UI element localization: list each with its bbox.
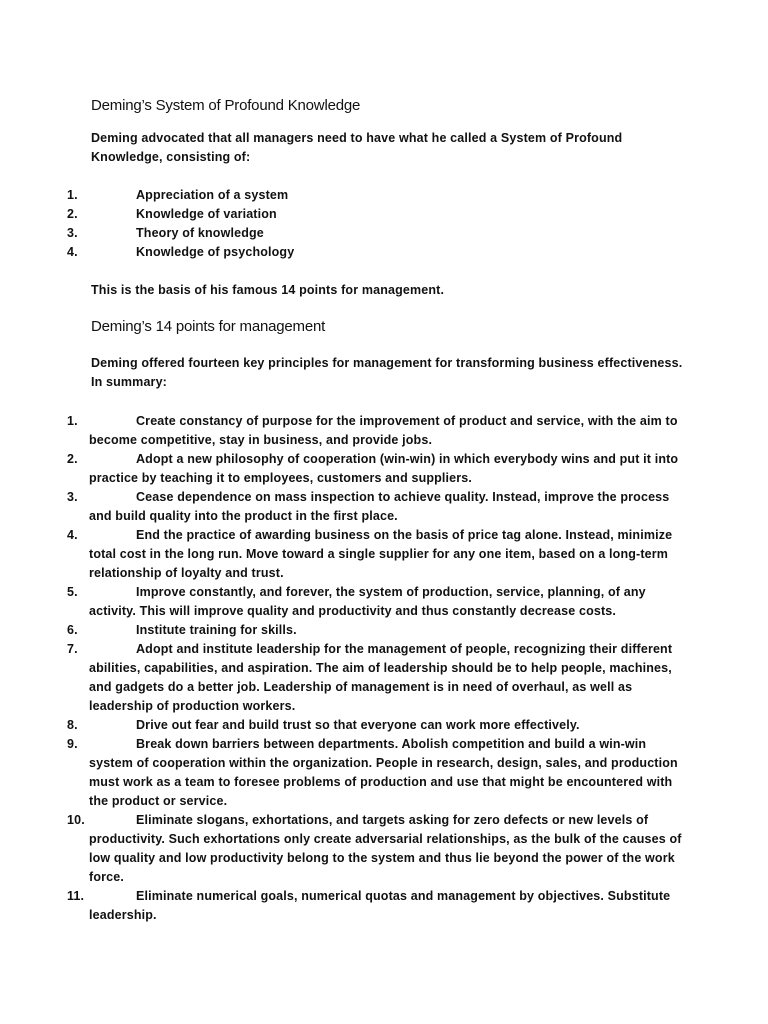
intro-paragraph-14-points: Deming offered fourteen key principles for management for transforming business effectiveness. In summary: [91, 356, 683, 389]
list-item [67, 488, 687, 526]
list-item-text: Drive out fear and build trust so that everyone can work more effectively. [136, 718, 580, 732]
list-item-number: 7. [67, 642, 78, 656]
section-heading-profound-knowledge: Deming’s System of Profound Knowledge [91, 97, 361, 114]
list-item-text: Adopt a new philosophy of cooperation (win-win) in which everybody wins and put it into practice by teaching it to employees, customers and suppliers. [89, 452, 679, 485]
list-item [67, 640, 687, 716]
list-item-text: Eliminate slogans, exhortations, and targets asking for zero defects or new levels of productivity. Such exhortations only create adversarial relationships, as the bulk of the causes of low quality and low productivity belong to the system and thus lie beyond the power of the work force. [89, 813, 682, 884]
list-item-number: 3. [67, 226, 78, 240]
list-item-text: Knowledge of variation [136, 207, 277, 221]
list-item-number: 4. [67, 245, 78, 259]
list-item-text: Cease dependence on mass inspection to achieve quality. Instead, improve the process and build quality into the product in the first place. [89, 490, 670, 523]
list-item-text: End the practice of awarding business on the basis of price tag alone. Instead, minimize total cost in the long run. Move toward a single supplier for any one item, based on a long-term relationship of loyalty and trust. [89, 528, 673, 580]
list-item-text: Improve constantly, and forever, the system of production, service, planning, of any activity. This will improve quality and productivity and thus constantly decrease costs. [89, 585, 646, 618]
fourteen-points-list [67, 412, 687, 925]
list-item [67, 716, 687, 735]
list-item [67, 526, 687, 583]
list-item-number: 5. [67, 585, 78, 599]
list-item-text: Adopt and institute leadership for the management of people, recognizing their different abilities, capabilities, and aspiration. The aim of leadership should be to help people, machines, and gadgets do a better job. Leadership of management is in need of overhaul, as well as leadership of production workers. [89, 642, 673, 713]
list-item-number: 2. [67, 452, 78, 466]
list-item [67, 412, 687, 450]
basis-paragraph: This is the basis of his famous 14 points for management. [91, 283, 445, 297]
list-item-number: 11. [67, 889, 85, 903]
list-item-number: 2. [67, 207, 78, 221]
list-item-text: Theory of knowledge [136, 226, 264, 240]
list-item [67, 621, 687, 640]
list-item [67, 450, 687, 488]
list-item-text: Eliminate numerical goals, numerical quotas and management by objectives. Substitute leadership. [89, 889, 671, 922]
list-item-text: Appreciation of a system [136, 188, 289, 202]
list-item-number: 9. [67, 737, 78, 751]
section-heading-14-points: Deming’s 14 points for management [91, 318, 326, 335]
list-item-number: 1. [67, 414, 78, 428]
list-item-number: 8. [67, 718, 78, 732]
list-item [67, 583, 687, 621]
list-item-number: 3. [67, 490, 78, 504]
list-item-number: 10. [67, 813, 85, 827]
list-item-text: Institute training for skills. [136, 623, 297, 637]
intro-paragraph-profound-knowledge: Deming advocated that all managers need to have what he called a System of Profound Knowledge, consisting of: [91, 131, 623, 164]
list-item-text: Break down barriers between departments. Abolish competition and build a win-win system of cooperation within the organization. People in research, design, sales, and production must work as a team to foresee problems of production and use that might be encountered with the product or service. [89, 737, 678, 808]
list-item-number: 1. [67, 188, 78, 202]
list-item-number: 4. [67, 528, 78, 542]
list-item-text: Knowledge of psychology [136, 245, 295, 259]
list-item-number: 6. [67, 623, 78, 637]
list-item [67, 887, 687, 925]
list-item [67, 811, 687, 887]
list-item-text: Create constancy of purpose for the improvement of product and service, with the aim to become competitive, stay in business, and provide jobs. [89, 414, 678, 447]
list-item [67, 735, 687, 811]
